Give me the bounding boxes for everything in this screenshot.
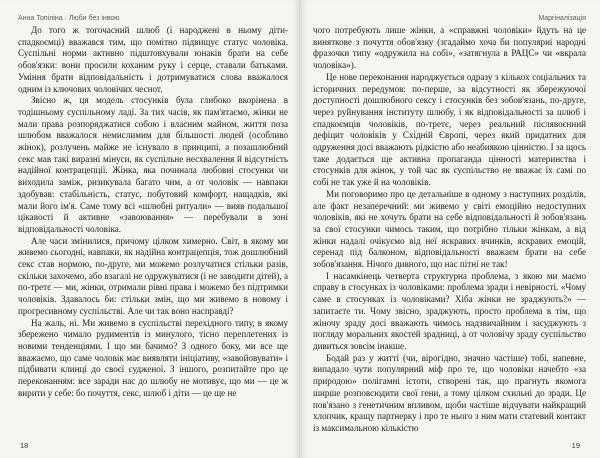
left-page-number: 18 bbox=[20, 441, 29, 450]
paragraph: Ми поговоримо про це детальніше в одному з наступних розділів, але факт незаперечний: ми живемо у світі емоційно недоступних чоловіків, які не хочуть брати на себе відповідальності й зобов'язань за свої стосунки чимось таким, що потрібно тільки жінкам, а від жінки надалі очікуємо від неї яскравих вчинків, яскравих емоцій, серенад під балконом, відповідальності вважаєм брати на себе зобов'язання. Нічого дивного, що нас пітні не так! bbox=[313, 188, 586, 270]
paragraph: І насамкінець четверта структурна проблема, з якою ми маємо справу в стосунках із чоловіками: проблема зради і невірності. «Чому саме в стосунках із чоловіками? Хіба жінки не зраджують?» — запитаєте ти. Чому звісно, зраджують, просто проблема в тім, що жіночу зраду досі вважають чимось надзвичайним і засуджують з погляду моральних якостей зрадниці, а от чоловічу зраду суспільство дивиться зовсім інакше. bbox=[313, 270, 586, 351]
left-running-head: Анна Топіліна · Люби без інвою bbox=[18, 15, 120, 22]
paragraph: Але часи змінилися, причому цілком химерно. Світ, в якому ми живемо сьогодні, навпаки, як надійна контрацепція, тож дошлюбний секс став нормою, по-друге, ми можемо розлучатися стільки разів, скільки захочемо, або взагалі не одружуватися (і не заводити дітей), а по-третє — ми, жінки, отримали рівні права і можемо без підтримки чоловіків. Здавалось би: стільки змін, що ми живемо в новому і прогресивному суспільстві. Але чи так воно насправді? bbox=[18, 235, 288, 316]
paragraph: Це нове переконання народжується одразу з кількох соціальних та історичних передумов: по-перше, за відсутності як збережуючої доступності дошлюбного сексу і стосунків без зобов'язань, по-друге, через руйнування інституту шлюбу, і як відповідальності за шлюб і спадкоємців чоловіків, по-третє, через реальний післявоєнний дефіцит чоловіків у Східній Європі, через який придатних для одруження досі вважають рідкістю або неабиякою цінністю. І за щось таке додається ще активна пропаганда цінності материнства і стосунків для жінок, у той час як суспільство не вважає їх самі по собі не так уже й на чоловіків. bbox=[313, 71, 586, 188]
paragraph: Звісно ж, ця модель стосунків була глибоко вкорінена в тодішньому суспільному ладі. За тих часів, як пам'ятаємо, жінки не мали права розпоряджатися собою і власним майном, життя поза шлюбом вважалося немислимим для більшості людей (особливо жінок), розлучень майже не існувало в принципі, а позашлюбний секс мав такі виразні мінуси, як суспільне несхвалення й відсутність надійної контрацепції. Жінка, яка починала любовні стосунки чи виходила заміж, ризикувала багато чим, а от чоловік — навпаки здобував: стабільність, статус, побутовий комфорт, нащадків, які мали його ім'я. Саме тому всі «шлюбні ритуали» — вияв подальшої цікавості й активне «завоювання» — перебували в зоні відповідальності чоловіка. bbox=[18, 95, 288, 234]
right-running-head: Маргіналізація bbox=[538, 15, 586, 22]
right-page bbox=[300, 0, 600, 458]
left-body-text bbox=[18, 25, 288, 400]
right-body-text bbox=[313, 25, 586, 435]
right-page-number: 19 bbox=[571, 441, 580, 450]
paragraph: На жаль, ні. Ми живемо в суспільстві перехідного типу, в якому збережено чимало рудиментів із минулого, тісно переплетених із новими тенденціями. І що ми бачимо? З одного боку, ми все ще вважаємо, що саме чоловік має виявляти ініціативу, «завойовувати» і підбивати клинці до своєї судженої. З іншого, розпитайте про це переконанням: все заради нас до шлюбу не мотивує, що ми — це ж вирити у себе: бо почуття, секс, шлюб і діти — це ще не bbox=[18, 317, 288, 398]
paragraph: Бодай раз у житті (чи, вірогідно, значно частіше) тобі, напевне, випадало чути популярний міф про те, що чоловіки начебто «за природою» полігамні істоти, створені так, що прагнуть якомога ширше розповсюдити свої гени, а тому цілком схильні до зради. Це пов'язано з генетичним впливом, щоби частіше відчувати найкращий хлопчик, кращу партнерку і про те нього з ним мати статевий контакт із максимальною кількістю bbox=[313, 352, 586, 433]
paragraph: чого потребують лише жінки, а «справжні чоловіки» йдуть на це виняткове з почуття обов'язку (згадаймо хоча би популярні народні фразочки типу «одружила на собі», «затягнула в РАЦС» чи «вкрала чоловіка»). bbox=[313, 25, 586, 71]
paragraph: До того ж тогочасний шлюб (і народжені в ньому діти-спадкоємці) вважався тим, що помітно підвищує статус чоловіка. Суспільні норми активно підштовхували юнаків брати на себе обов'язки: вони просили коханим руку і серце, ставали батьками. Уміння брати відповідальність і дотримуватися слова вважалося одним із ключових чоловічих чеснот. bbox=[18, 25, 288, 94]
